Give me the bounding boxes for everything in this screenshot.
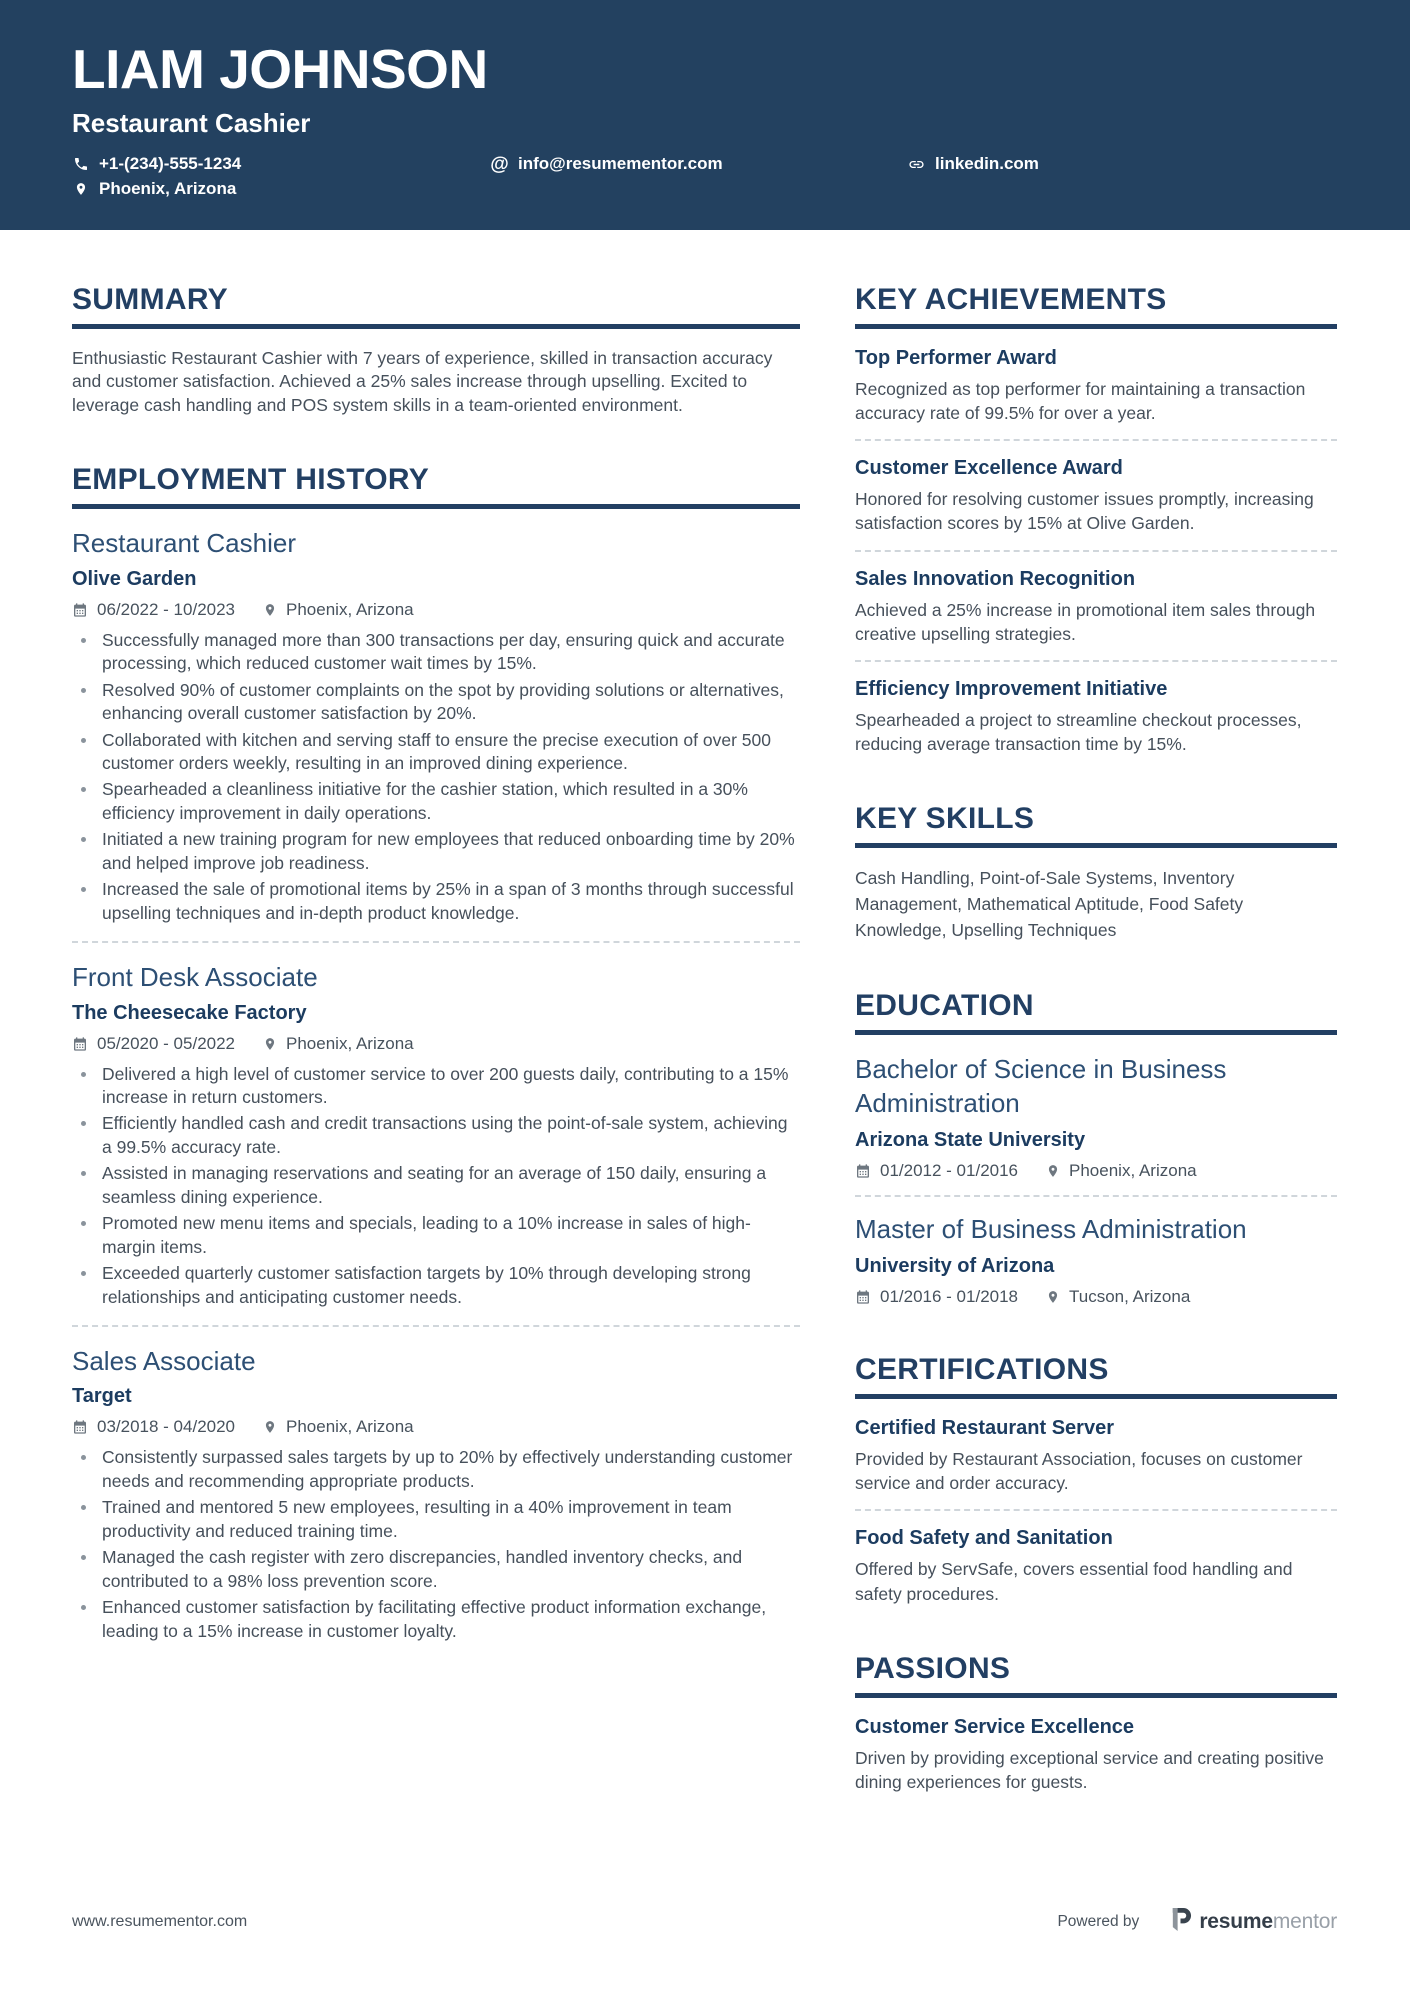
job-company: Target bbox=[72, 1385, 132, 1408]
bullet: Assisted in managing reservations and seating for an average of 150 daily, ensuring a seamless dining experience. bbox=[72, 1162, 800, 1209]
location-pin-icon bbox=[263, 1036, 277, 1052]
job-bullets bbox=[72, 1446, 800, 1643]
calendar-icon bbox=[72, 1036, 88, 1052]
certification-item bbox=[855, 1417, 1337, 1495]
contact-info bbox=[72, 154, 1337, 199]
achievement-item bbox=[855, 678, 1337, 756]
job-location: Phoenix, Arizona bbox=[286, 599, 414, 619]
education-location-wrap bbox=[1046, 1161, 1197, 1181]
job-location-wrap bbox=[263, 1034, 414, 1054]
passion-text: Driven by providing exceptional service and creating positive dining experiences for guests. bbox=[855, 1747, 1324, 1792]
bullet: Delivered a high level of customer service to over 200 guests daily, contributing to a 15% increase in return customers. bbox=[72, 1063, 800, 1110]
job-location: Phoenix, Arizona bbox=[286, 1033, 414, 1053]
achievement-item bbox=[855, 347, 1337, 425]
dashed-divider bbox=[855, 660, 1337, 662]
job-meta bbox=[72, 1417, 800, 1437]
powered-by-label: Powered by bbox=[1057, 1913, 1140, 1930]
dashed-divider bbox=[855, 1195, 1337, 1197]
bullet: Managed the cash register with zero discrepancies, handled inventory checks, and contributed to a 98% loss prevention score. bbox=[72, 1546, 800, 1593]
job-entry bbox=[72, 961, 800, 1309]
phone-number[interactable]: +1-(234)-555-1234 bbox=[99, 154, 242, 173]
footer bbox=[72, 1907, 1337, 1937]
job-location: Phoenix, Arizona bbox=[286, 1417, 414, 1437]
linkedin-url[interactable]: linkedin.com bbox=[935, 154, 1039, 173]
dashed-divider bbox=[855, 550, 1337, 552]
email-icon: @ bbox=[490, 153, 509, 175]
education-location: Phoenix, Arizona bbox=[1069, 1160, 1197, 1180]
job-location-wrap bbox=[263, 1417, 414, 1437]
job-dates: 05/2020 - 05/2022 bbox=[97, 1033, 236, 1053]
location-pin-icon bbox=[1046, 1163, 1060, 1179]
education-entry bbox=[855, 1213, 1337, 1307]
bullet: Collaborated with kitchen and serving staff to ensure the precise execution of over 500 customer orders weekly, resulting in an improved dining experience. bbox=[72, 729, 800, 776]
job-entry bbox=[72, 527, 800, 925]
resumementor-logo-icon bbox=[1169, 1907, 1192, 1937]
location-text: Phoenix, Arizona bbox=[99, 179, 237, 198]
employment-section bbox=[72, 463, 800, 1643]
job-bullets bbox=[72, 629, 800, 925]
location-pin-icon bbox=[1046, 1289, 1060, 1305]
bullet: Exceeded quarterly customer satisfaction targets by 10% through developing strong relationships and anticipating customer needs. bbox=[72, 1262, 800, 1309]
bullet: Spearheaded a cleanliness initiative for the cashier station, which resulted in a 30% efficiency improvement in daily operations. bbox=[72, 778, 800, 825]
calendar-icon bbox=[855, 1289, 871, 1305]
dashed-divider bbox=[855, 439, 1337, 441]
powered-by bbox=[1057, 1907, 1337, 1937]
certifications-title: CERTIFICATIONS bbox=[855, 1353, 1337, 1399]
email-address[interactable]: info@resumementor.com bbox=[518, 154, 723, 173]
education-section bbox=[855, 989, 1337, 1307]
calendar-icon bbox=[72, 602, 88, 618]
dashed-divider bbox=[72, 1325, 800, 1327]
right-column bbox=[855, 283, 1337, 1794]
email-item bbox=[491, 154, 908, 174]
job-company: The Cheesecake Factory bbox=[72, 1001, 307, 1024]
achievement-text: Achieved a 25% increase in promotional item sales through creative upselling strategies. bbox=[855, 599, 1316, 644]
certification-text: Provided by Restaurant Association, focuses on customer service and order accuracy. bbox=[855, 1449, 1303, 1494]
passions-section bbox=[855, 1652, 1337, 1794]
education-entry bbox=[855, 1053, 1337, 1181]
bullet: Efficiently handled cash and credit transactions using the point-of-sale system, achieving a 99.5% accuracy rate. bbox=[72, 1112, 800, 1159]
achievements-title: KEY ACHIEVEMENTS bbox=[855, 283, 1337, 329]
education-location: Tucson, Arizona bbox=[1069, 1287, 1191, 1307]
dashed-divider bbox=[72, 941, 800, 943]
skills-section bbox=[855, 802, 1337, 943]
logo-text-light: mentor bbox=[1272, 1910, 1337, 1933]
job-company: Olive Garden bbox=[72, 567, 197, 590]
bullet: Promoted new menu items and specials, leading to a 10% increase in sales of high-margin items. bbox=[72, 1212, 800, 1259]
achievement-item bbox=[855, 457, 1337, 535]
skills-title: KEY SKILLS bbox=[855, 802, 1337, 848]
achievement-text: Honored for resolving customer issues promptly, increasing satisfaction scores by 15% at Olive Garden. bbox=[855, 489, 1314, 534]
location-pin-icon bbox=[263, 1419, 277, 1435]
job-dates: 03/2018 - 04/2020 bbox=[97, 1417, 236, 1437]
achievement-heading: Customer Excellence Award bbox=[855, 457, 1123, 480]
job-headline: Restaurant Cashier bbox=[72, 108, 311, 138]
bullet: Enhanced customer satisfaction by facilitating effective product information exchange, leading to a 15% increase in customer loyalty. bbox=[72, 1596, 800, 1643]
education-location-wrap bbox=[1046, 1287, 1190, 1307]
bullet: Consistently surpassed sales targets by up to 20% by effectively understanding customer needs and recommending appropriate products. bbox=[72, 1446, 800, 1493]
header bbox=[0, 0, 1410, 230]
bullet: Trained and mentored 5 new employees, resulting in a 40% improvement in team productivity and reduced training time. bbox=[72, 1496, 800, 1543]
passion-heading: Customer Service Excellence bbox=[855, 1715, 1135, 1738]
achievement-item bbox=[855, 568, 1337, 646]
job-role: Front Desk Associate bbox=[72, 962, 318, 993]
passion-item bbox=[855, 1716, 1337, 1794]
phone-icon bbox=[72, 156, 89, 172]
job-entry bbox=[72, 1345, 800, 1643]
bullet: Successfully managed more than 300 transactions per day, ensuring quick and accurate processing, which reduced customer wait times by 15%. bbox=[72, 629, 800, 676]
location-pin-icon bbox=[72, 181, 89, 197]
location-pin-icon bbox=[263, 602, 277, 618]
person-name: LIAM JOHNSON bbox=[72, 38, 488, 100]
bullet: Resolved 90% of customer complaints on the spot by providing solutions or alternatives, enhancing overall customer satisfaction by 20%. bbox=[72, 679, 800, 726]
left-column bbox=[72, 283, 800, 1794]
job-bullets bbox=[72, 1063, 800, 1309]
summary-text: Enthusiastic Restaurant Cashier with 7 years of experience, skilled in transaction accuracy and customer satisfaction. Achieved a 25% sales increase through upselling. Excited to leverage cash handling and POS system skills in a team-oriented environment. bbox=[72, 348, 773, 415]
summary-section bbox=[72, 283, 800, 417]
certification-item bbox=[855, 1527, 1337, 1605]
employment-title: EMPLOYMENT HISTORY bbox=[72, 463, 800, 509]
achievement-text: Recognized as top performer for maintaining a transaction accuracy rate of 99.5% for over a year. bbox=[855, 379, 1306, 424]
achievement-text: Spearheaded a project to streamline checkout processes, reducing average transaction time by 15%. bbox=[855, 709, 1302, 754]
school: University of Arizona bbox=[855, 1255, 1055, 1278]
passions-title: PASSIONS bbox=[855, 1652, 1337, 1698]
logo-text-bold: resume bbox=[1199, 1910, 1273, 1933]
certification-heading: Certified Restaurant Server bbox=[855, 1417, 1114, 1440]
education-dates: 01/2012 - 01/2016 bbox=[880, 1160, 1019, 1180]
bullet: Increased the sale of promotional items by 25% in a span of 3 months through successful upselling techniques and in-depth product knowledge. bbox=[72, 878, 800, 925]
achievement-heading: Efficiency Improvement Initiative bbox=[855, 677, 1168, 700]
degree: Master of Business Administration bbox=[855, 1213, 1247, 1244]
certification-text: Offered by ServSafe, covers essential food handling and safety procedures. bbox=[855, 1559, 1293, 1604]
job-meta bbox=[72, 1034, 800, 1054]
job-location-wrap bbox=[263, 600, 414, 620]
linkedin-item bbox=[908, 154, 1337, 174]
main-content bbox=[0, 230, 1410, 1794]
summary-title: SUMMARY bbox=[72, 283, 800, 329]
phone-item bbox=[72, 154, 491, 174]
job-meta bbox=[72, 600, 800, 620]
education-title: EDUCATION bbox=[855, 989, 1337, 1035]
job-dates: 06/2022 - 10/2023 bbox=[97, 599, 236, 619]
link-icon bbox=[908, 156, 925, 173]
job-role: Restaurant Cashier bbox=[72, 528, 296, 559]
resumementor-logo bbox=[1169, 1907, 1337, 1937]
achievement-heading: Top Performer Award bbox=[855, 347, 1057, 369]
calendar-icon bbox=[855, 1163, 871, 1179]
achievement-heading: Sales Innovation Recognition bbox=[855, 567, 1136, 590]
calendar-icon bbox=[72, 1419, 88, 1435]
certification-heading: Food Safety and Sanitation bbox=[855, 1527, 1113, 1550]
bullet: Initiated a new training program for new employees that reduced onboarding time by 20% and helped improve job readiness. bbox=[72, 828, 800, 875]
resumementor-wordmark bbox=[1199, 1910, 1337, 1934]
job-role: Sales Associate bbox=[72, 1345, 256, 1376]
achievements-section bbox=[855, 283, 1337, 756]
website-url[interactable]: www.resumementor.com bbox=[72, 1913, 248, 1930]
education-meta bbox=[855, 1287, 1337, 1307]
degree: Bachelor of Science in Business Administration bbox=[855, 1054, 1227, 1118]
education-dates: 01/2016 - 01/2018 bbox=[880, 1287, 1019, 1307]
dashed-divider bbox=[855, 1509, 1337, 1511]
skills-text: Cash Handling, Point-of-Sale Systems, Inventory Management, Mathematical Aptitude, Food Safety Knowledge, Upselling Techniques bbox=[855, 868, 1244, 940]
location-item bbox=[72, 179, 491, 199]
certifications-section bbox=[855, 1353, 1337, 1606]
school: Arizona State University bbox=[855, 1128, 1086, 1151]
education-meta bbox=[855, 1161, 1337, 1181]
